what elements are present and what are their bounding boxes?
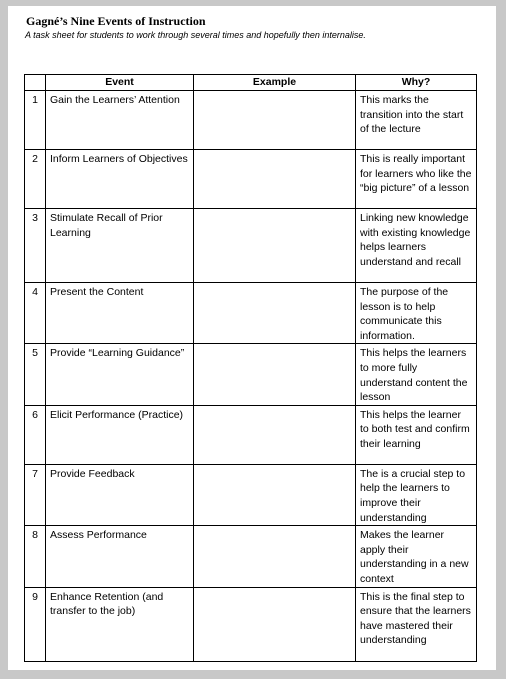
- table-row: [25, 526, 477, 587]
- row-event: Enhance Retention (and transfer to the job): [46, 587, 194, 661]
- row-event: Provide “Learning Guidance”: [46, 344, 194, 405]
- header-event: Event: [46, 75, 194, 91]
- row-why: This helps the learners to more fully understand content the lesson: [356, 344, 477, 405]
- row-example[interactable]: [194, 150, 356, 209]
- row-example[interactable]: [194, 526, 356, 587]
- row-why: This helps the learner to both test and confirm their learning: [356, 405, 477, 464]
- table-row: [25, 283, 477, 344]
- table-row: [25, 405, 477, 464]
- row-event: Inform Learners of Objectives: [46, 150, 194, 209]
- row-example[interactable]: [194, 405, 356, 464]
- table-row: [25, 344, 477, 405]
- row-example[interactable]: [194, 91, 356, 150]
- row-why: The purpose of the lesson is to help communicate this information.: [356, 283, 477, 344]
- row-event: Provide Feedback: [46, 464, 194, 525]
- table-row: [25, 91, 477, 150]
- row-event: Elicit Performance (Practice): [46, 405, 194, 464]
- row-number: 1: [25, 91, 46, 150]
- events-table: [24, 74, 477, 662]
- row-number: 6: [25, 405, 46, 464]
- table-row: [25, 587, 477, 661]
- row-example[interactable]: [194, 283, 356, 344]
- document-title: Gagné’s Nine Events of Instruction: [26, 14, 206, 28]
- table-row: [25, 209, 477, 283]
- row-why: The is a crucial step to help the learners to improve their understanding: [356, 464, 477, 525]
- row-event: Gain the Learners’ Attention: [46, 91, 194, 150]
- header-why: Why?: [356, 75, 477, 91]
- document-page: [8, 6, 496, 670]
- row-why: Linking new knowledge with existing knowledge helps learners understand and recall: [356, 209, 477, 283]
- row-example[interactable]: [194, 344, 356, 405]
- row-why: This marks the transition into the start of the lecture: [356, 91, 477, 150]
- row-event: Assess Performance: [46, 526, 194, 587]
- row-why: Makes the learner apply their understanding in a new context: [356, 526, 477, 587]
- row-example[interactable]: [194, 587, 356, 661]
- row-number: 2: [25, 150, 46, 209]
- row-number: 4: [25, 283, 46, 344]
- table-row: [25, 150, 477, 209]
- header-number: [25, 75, 46, 91]
- row-number: 5: [25, 344, 46, 405]
- row-why: This is the final step to ensure that the learners have mastered their understanding: [356, 587, 477, 661]
- header-example: Example: [194, 75, 356, 91]
- table-header-row: [25, 75, 477, 91]
- row-number: 3: [25, 209, 46, 283]
- row-event: Stimulate Recall of Prior Learning: [46, 209, 194, 283]
- row-number: 9: [25, 587, 46, 661]
- row-example[interactable]: [194, 464, 356, 525]
- table-row: [25, 464, 477, 525]
- row-number: 8: [25, 526, 46, 587]
- row-number: 7: [25, 464, 46, 525]
- document-subtitle: A task sheet for students to work through several times and hopefully then internalise.: [25, 30, 366, 40]
- row-example[interactable]: [194, 209, 356, 283]
- row-why: This is really important for learners who like the “big picture” of a lesson: [356, 150, 477, 209]
- row-event: Present the Content: [46, 283, 194, 344]
